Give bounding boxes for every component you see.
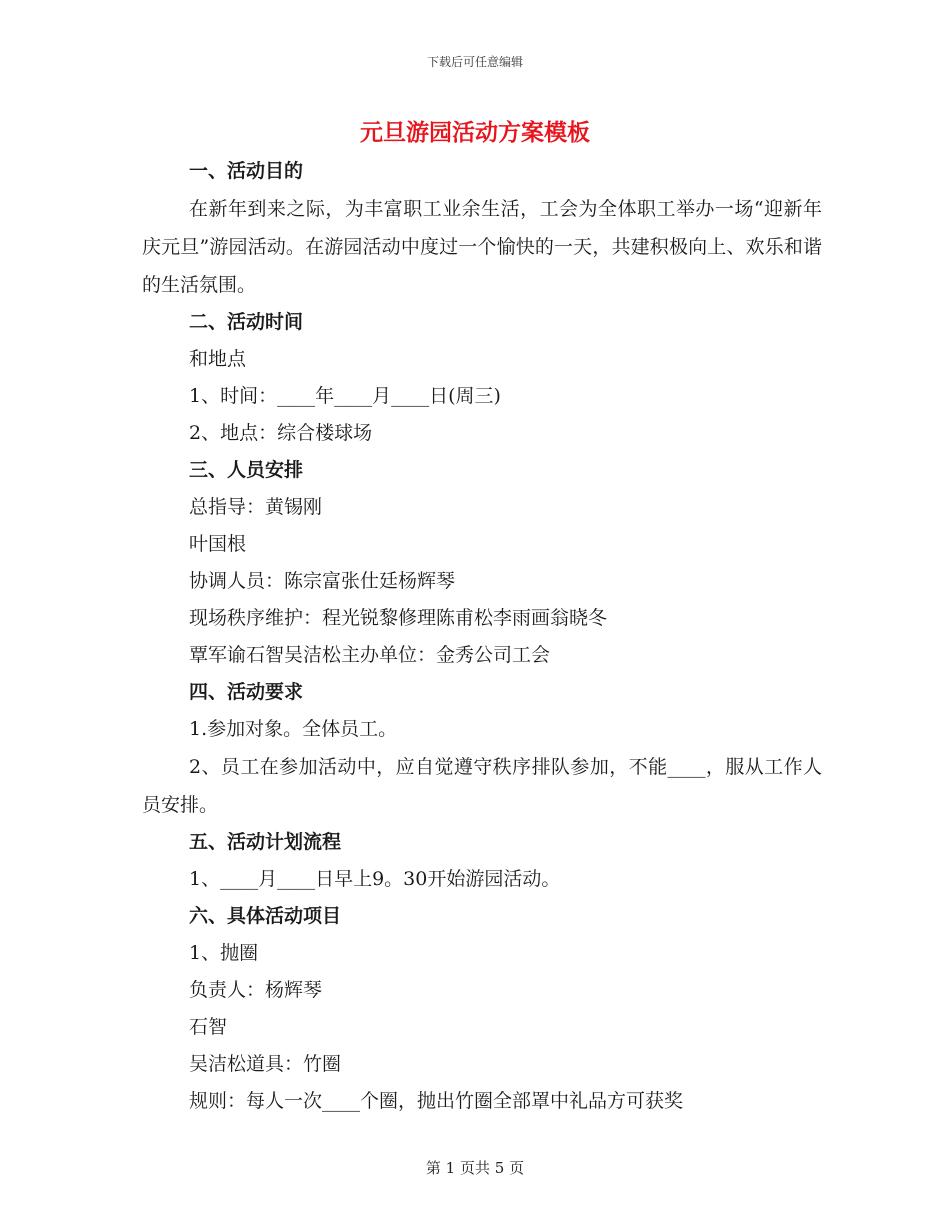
body-line: 1、时间：____年____月____日(周三)	[189, 385, 501, 407]
section-heading: 三、人员安排	[189, 459, 304, 481]
page-footer: 第 1 页共 5 页	[425, 1159, 525, 1177]
section-heading: 四、活动要求	[189, 681, 304, 703]
body-line: 协调人员：陈宗富张仕廷杨辉琴	[189, 570, 456, 592]
body-line: 1.参加对象。全体员工。	[189, 718, 398, 740]
document-body	[142, 153, 822, 1120]
body-line: 1、抛圈	[189, 942, 259, 964]
section-heading: 五、活动计划流程	[189, 831, 342, 853]
body-line: 叶国根	[189, 533, 247, 555]
section-heading: 六、具体活动项目	[189, 905, 342, 927]
body-line: 1、____月____日早上9。30开始游园活动。	[189, 868, 561, 890]
body-paragraph: 2、员工在参加活动中，应自觉遵守秩序排队参加，不能____，服从工作人员安排。	[142, 756, 822, 816]
body-paragraph: 在新年到来之际，为丰富职工业余生活，工会为全体职工举办一场“迎新年庆元旦”游园活动。在游园活动中度过一个愉快的一天，共建积极向上、欢乐和谐的生活氛围。	[142, 198, 822, 296]
body-line: 规则：每人一次____个圈，抛出竹圈全部罩中礼品方可获奖	[189, 1090, 684, 1112]
body-line: 现场秩序维护：程光锐黎修理陈甫松李雨画翁晓冬	[189, 607, 608, 629]
section-heading: 一、活动目的	[189, 160, 304, 182]
body-line: 总指导：黄锡刚	[189, 496, 323, 518]
document-title: 元旦游园活动方案模板	[360, 119, 590, 146]
section-heading: 二、活动时间	[189, 311, 304, 333]
body-line: 2、地点：综合楼球场	[189, 422, 373, 444]
body-line: 石智	[189, 1016, 228, 1038]
body-line: 和地点	[189, 348, 247, 370]
body-line: 负责人：杨辉琴	[189, 979, 323, 1001]
body-line: 覃军谕石智吴洁松主办单位：金秀公司工会	[189, 644, 551, 666]
body-line: 吴洁松道具：竹圈	[189, 1053, 342, 1075]
page-header: 下载后可任意编辑	[426, 55, 523, 69]
